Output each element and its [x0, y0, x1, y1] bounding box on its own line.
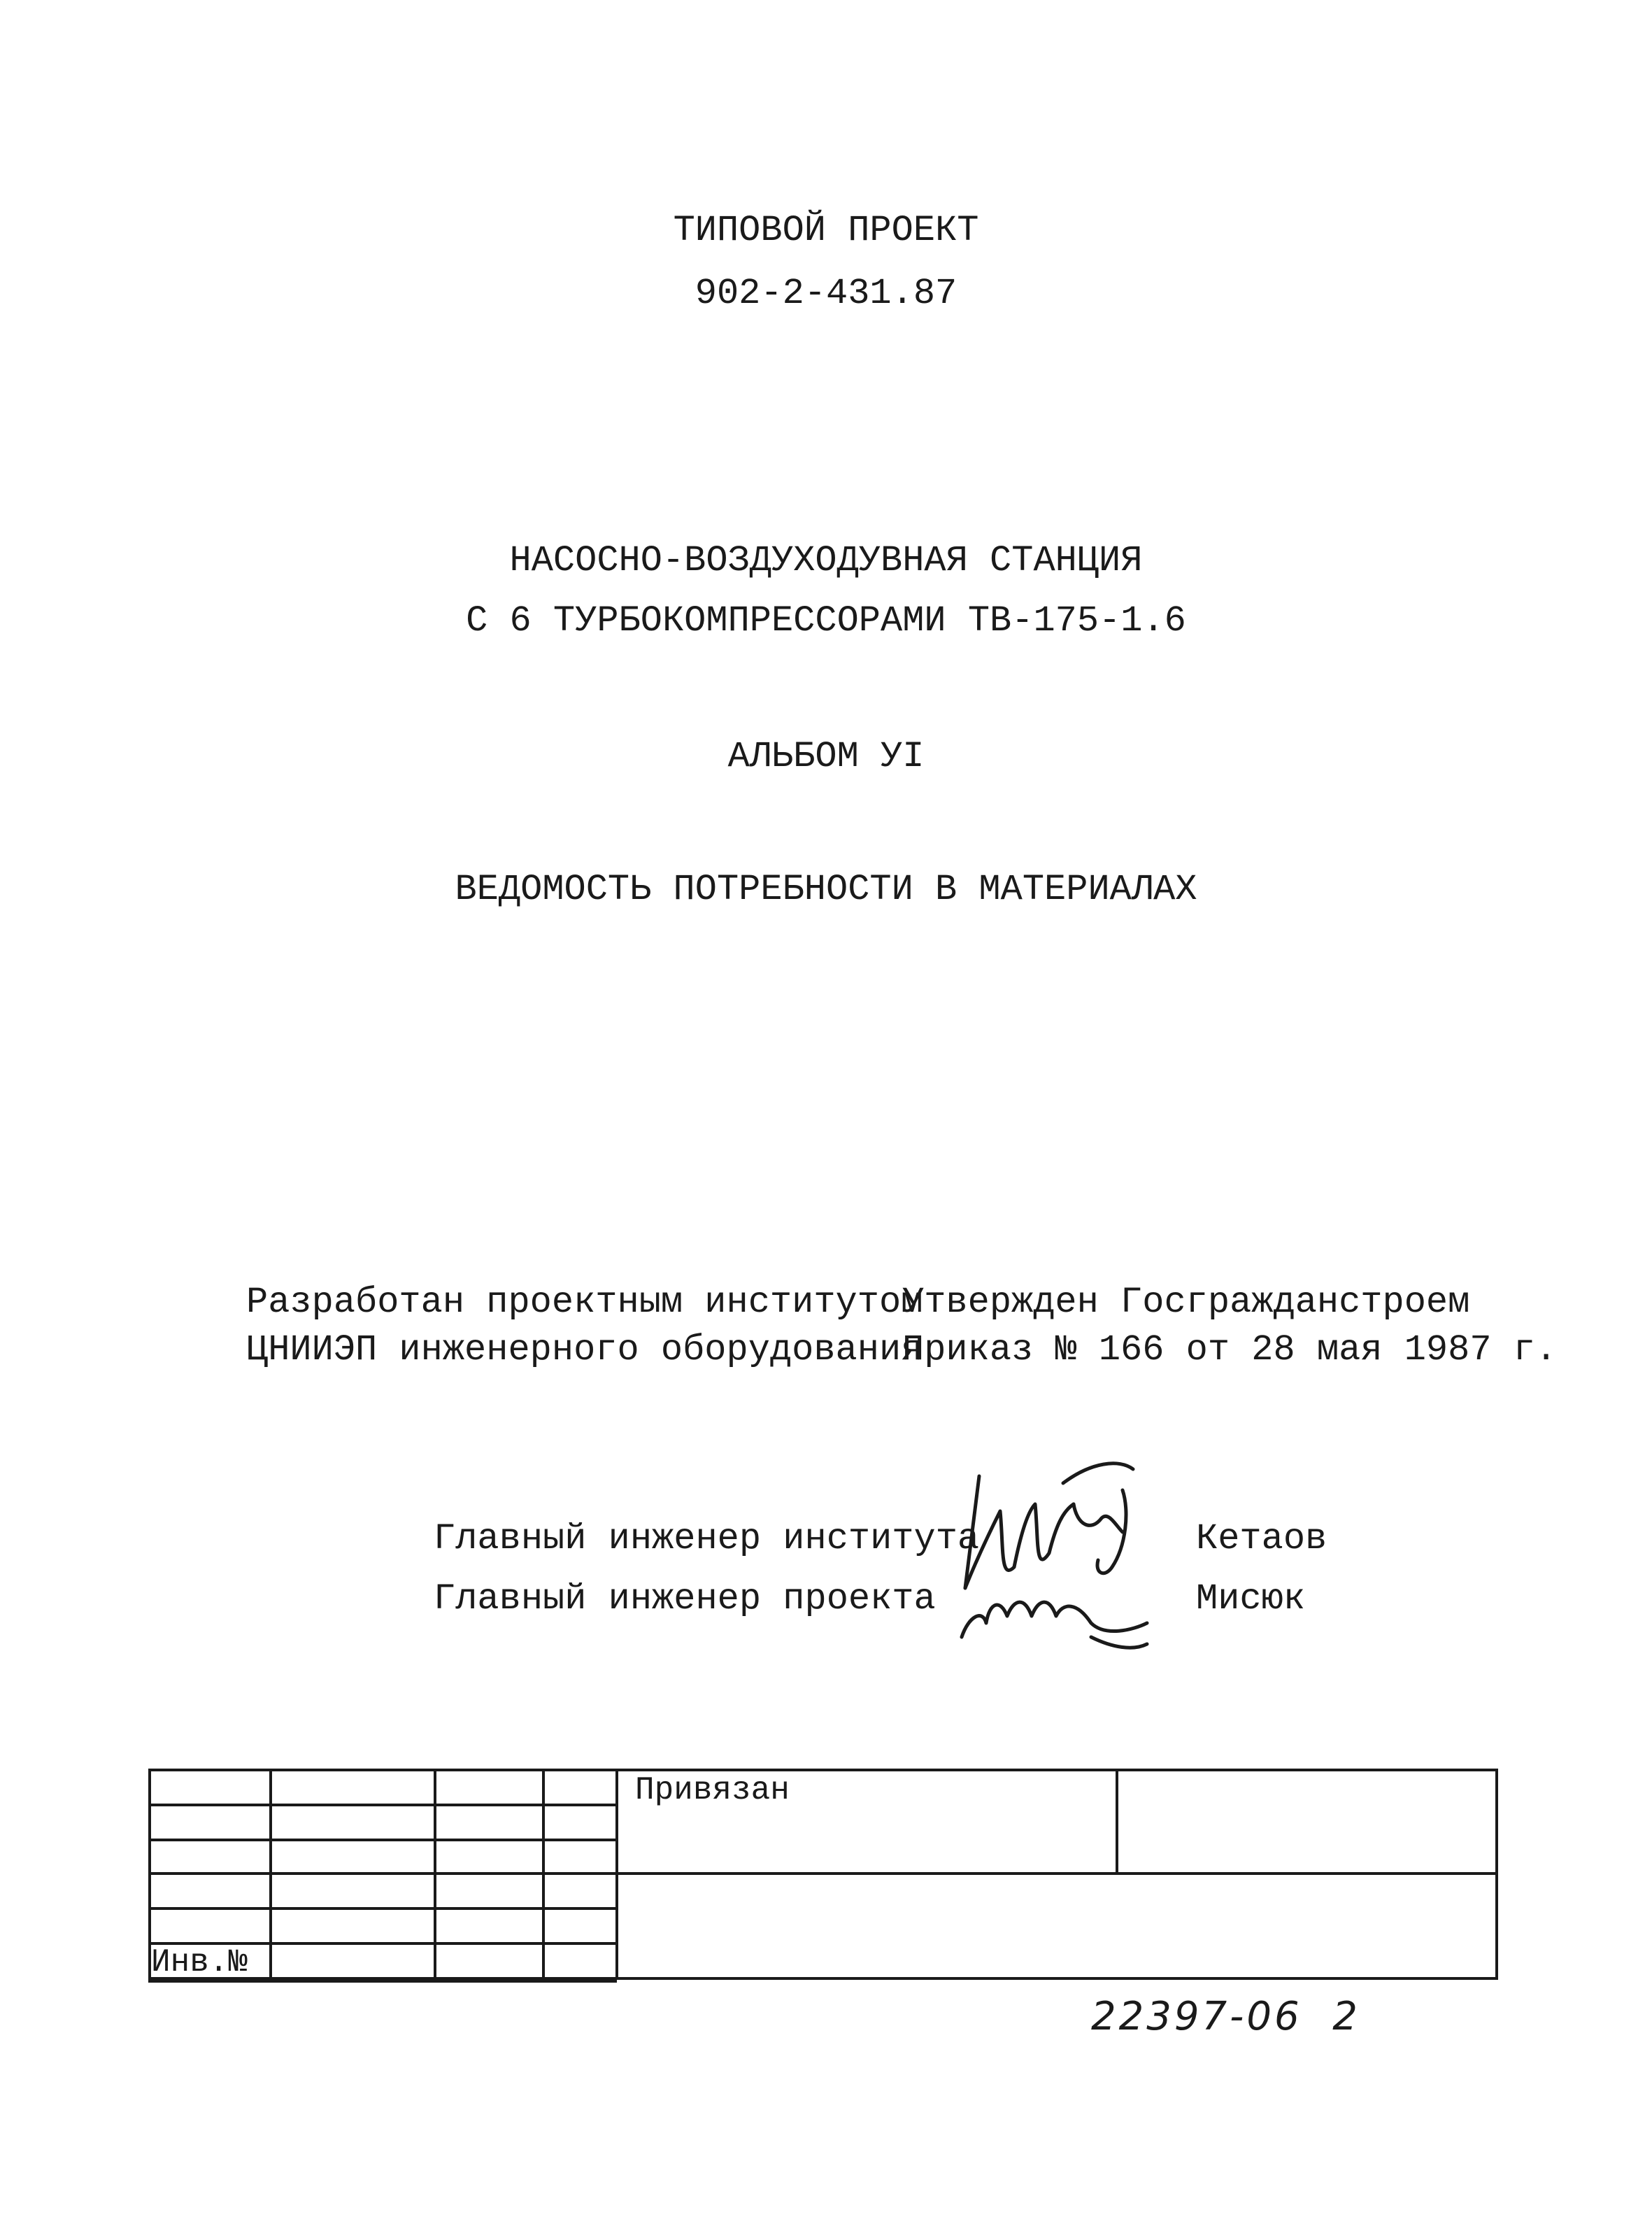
project-type: ТИПОВОЙ ПРОЕКТ — [673, 210, 979, 251]
project-number: 902-2-431.87 — [695, 273, 957, 314]
title-line-2: С 6 ТУРБОКОМПРЕССОРАМИ ТВ-175-1.6 — [466, 600, 1186, 642]
approval-line-2: Приказ № 166 от 28 мая 1987 г. — [902, 1329, 1558, 1371]
signature-name-2: Мисюк — [1196, 1578, 1306, 1620]
approval-line-1: Утвержден Госгражданстроем — [902, 1282, 1470, 1323]
signature-role-2: Главный инженер проекта — [434, 1578, 936, 1620]
developer-line-2: ЦНИИЭП инженерного оборудования — [246, 1329, 923, 1371]
stamp-table — [148, 1769, 1498, 1984]
stamp-inventory-label: Инв.№ — [151, 1944, 248, 1981]
title-line-1: НАСОСНО-ВОЗДУХОДУВНАЯ СТАНЦИЯ — [509, 540, 1143, 581]
developer-line-1: Разработан проектным институтом — [246, 1282, 923, 1323]
album-label: АЛЬБОМ УI — [727, 736, 925, 777]
handwritten-signature — [951, 1448, 1161, 1658]
stamp-bound-label: Привязан — [635, 1772, 790, 1808]
document-subject: ВЕДОМОСТЬ ПОТРЕБНОСТИ В МАТЕРИАЛАХ — [455, 869, 1197, 910]
signature-role-1: Главный инженер института — [434, 1518, 980, 1559]
handwritten-document-number: 22397-06 2 — [1091, 1994, 1360, 2039]
signature-name-1: Кетаов — [1196, 1518, 1327, 1559]
